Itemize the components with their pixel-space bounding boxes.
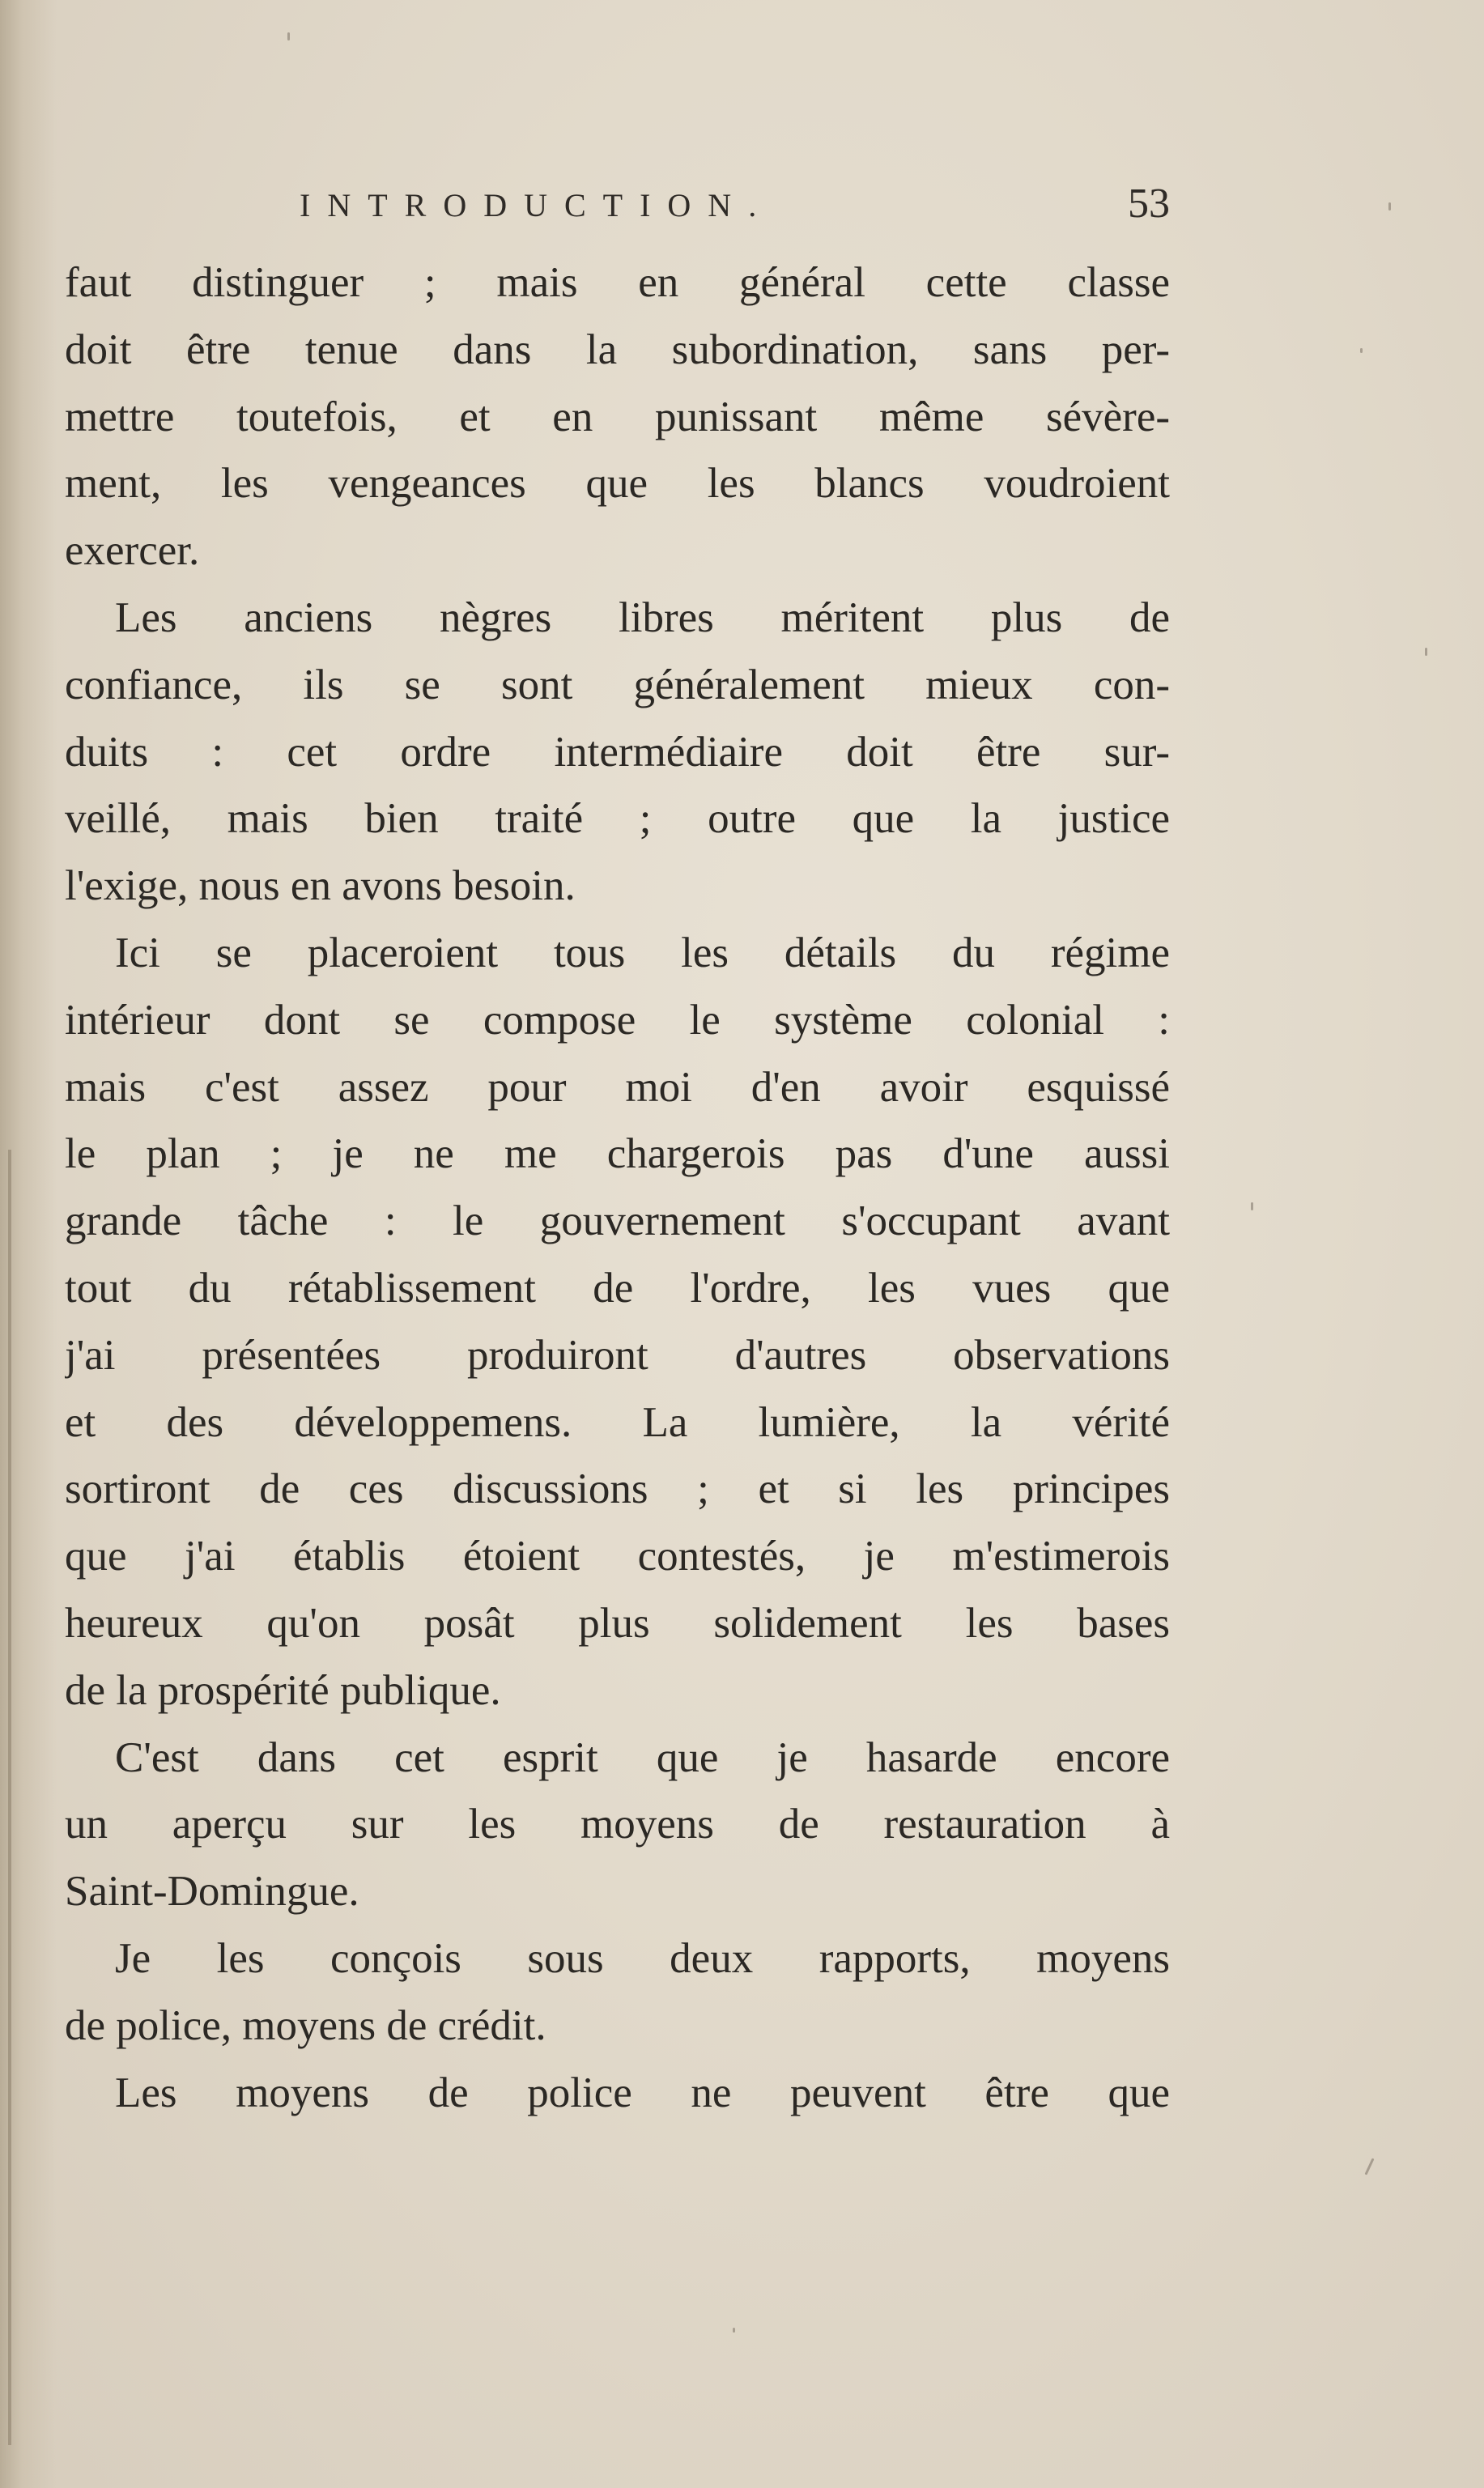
paper-speck bbox=[287, 32, 290, 40]
paper-speck bbox=[1251, 1202, 1253, 1210]
text-line: de la prospérité publique. bbox=[65, 1666, 501, 1714]
text-line: Les anciens nègres libres méritent plus de bbox=[115, 593, 1170, 641]
text-line: duits : cet ordre intermédiaire doit être sur- bbox=[65, 728, 1170, 776]
running-head bbox=[65, 180, 1170, 236]
body-text bbox=[65, 249, 1170, 2126]
text-line: que j'ai établis étoient contestés, je m'estimerois bbox=[65, 1533, 1170, 1580]
text-line: l'exige, nous en avons besoin. bbox=[65, 862, 576, 910]
page-fold-line bbox=[8, 1150, 11, 2445]
text-line: un aperçu sur les moyens de restauration à bbox=[65, 1801, 1170, 1848]
text-line: mettre toutefois, et en punissant même sévère- bbox=[65, 393, 1170, 440]
text-line: ment, les vengeances que les blancs voudroient bbox=[65, 460, 1170, 508]
text-line: heureux qu'on posât plus solidement les bases bbox=[65, 1599, 1170, 1647]
text-line: Saint-Domingue. bbox=[65, 1868, 359, 1916]
text-line: de police, moyens de crédit. bbox=[65, 2001, 546, 2049]
running-title: INTRODUCTION. bbox=[300, 187, 774, 223]
text-line: intérieur dont se compose le système colonial : bbox=[65, 996, 1170, 1044]
paper-speck bbox=[1388, 202, 1391, 211]
paper-speck bbox=[733, 2328, 735, 2333]
text-line: faut distinguer ; mais en général cette classe bbox=[65, 259, 1170, 306]
text-line: Je les conçois sous deux rapports, moyens bbox=[115, 1934, 1170, 1982]
text-line: mais c'est assez pour moi d'en avoir esquissé bbox=[65, 1063, 1170, 1111]
text-line: tout du rétablissement de l'ordre, les vues que bbox=[65, 1264, 1170, 1312]
text-line: j'ai présentées produiront d'autres observations bbox=[65, 1331, 1170, 1379]
text-line: et des développemens. La lumière, la vérité bbox=[65, 1398, 1170, 1446]
text-line: Ici se placeroient tous les détails du régime bbox=[115, 929, 1170, 976]
paper-speck bbox=[1425, 648, 1427, 656]
text-line: sortiront de ces discussions ; et si les principes bbox=[65, 1465, 1170, 1513]
text-line: veillé, mais bien traité ; outre que la justice bbox=[65, 795, 1170, 843]
paper-speck bbox=[1360, 348, 1363, 353]
text-line: grande tâche : le gouvernement s'occupant avant bbox=[65, 1197, 1170, 1245]
text-line: confiance, ils se sont généralement mieux con- bbox=[65, 661, 1170, 708]
text-line: Les moyens de police ne peuvent être que bbox=[115, 2069, 1170, 2116]
text-line: C'est dans cet esprit que je hasarde encore bbox=[115, 1733, 1170, 1781]
text-line: le plan ; je ne me chargerois pas d'une aussi bbox=[65, 1130, 1170, 1178]
page-number: 53 bbox=[1128, 181, 1170, 227]
text-line: exercer. bbox=[65, 527, 200, 575]
paper-speck bbox=[1364, 2158, 1374, 2175]
text-line: doit être tenue dans la subordination, sans per- bbox=[65, 325, 1170, 373]
